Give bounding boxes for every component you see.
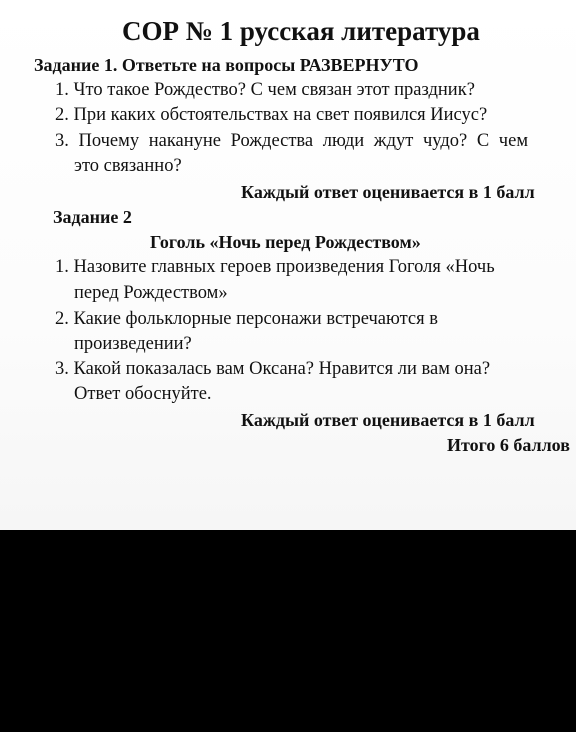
- task1-question-2: [55, 105, 487, 126]
- task1-question-3-continuation: это связанно?: [74, 156, 182, 176]
- question-number: 3.: [55, 359, 69, 379]
- question-number: 3.: [55, 131, 69, 151]
- question-number: 2.: [55, 309, 69, 329]
- question-text: Почему накануне Рождества люди ждут чудо? С чем: [78, 131, 529, 151]
- task2-question-1-continuation: перед Рождеством»: [74, 283, 228, 303]
- task2-question-2: [55, 309, 438, 330]
- question-text: Что такое Рождество? С чем связан этот праздник?: [73, 80, 475, 100]
- question-number: 1.: [55, 257, 69, 277]
- task2-question-3: [55, 359, 490, 380]
- question-text: При каких обстоятельствах на свет появился Иисус?: [73, 105, 488, 125]
- task1-heading: Задание 1. Ответьте на вопросы РАЗВЕРНУТО: [34, 55, 419, 75]
- task2-subtitle: Гоголь «Ночь перед Рождеством»: [150, 232, 421, 252]
- question-text: Какие фольклорные персонажи встречаются в: [73, 309, 438, 329]
- task2-question-1: [55, 257, 495, 278]
- black-background-area: [0, 530, 576, 732]
- task2-score-note: Каждый ответ оценивается в 1 балл: [241, 410, 535, 430]
- task1-question-1: [55, 80, 475, 101]
- question-number: 1.: [55, 80, 69, 100]
- question-number: 2.: [55, 105, 69, 125]
- task2-heading: Задание 2: [53, 207, 132, 227]
- task2-question-3-continuation: Ответ обоснуйте.: [74, 384, 212, 404]
- question-text: Какой показалась вам Оксана? Нравится ли вам она?: [73, 359, 491, 379]
- task1-score-note: Каждый ответ оценивается в 1 балл: [241, 182, 535, 202]
- task2-question-2-continuation: произведении?: [74, 334, 192, 354]
- question-text: Назовите главных героев произведения Гоголя «Ночь: [73, 257, 495, 277]
- total-score: Итого 6 баллов: [447, 435, 570, 455]
- task1-question-3: [55, 131, 528, 152]
- document-title: СОР № 1 русская литература: [122, 16, 480, 46]
